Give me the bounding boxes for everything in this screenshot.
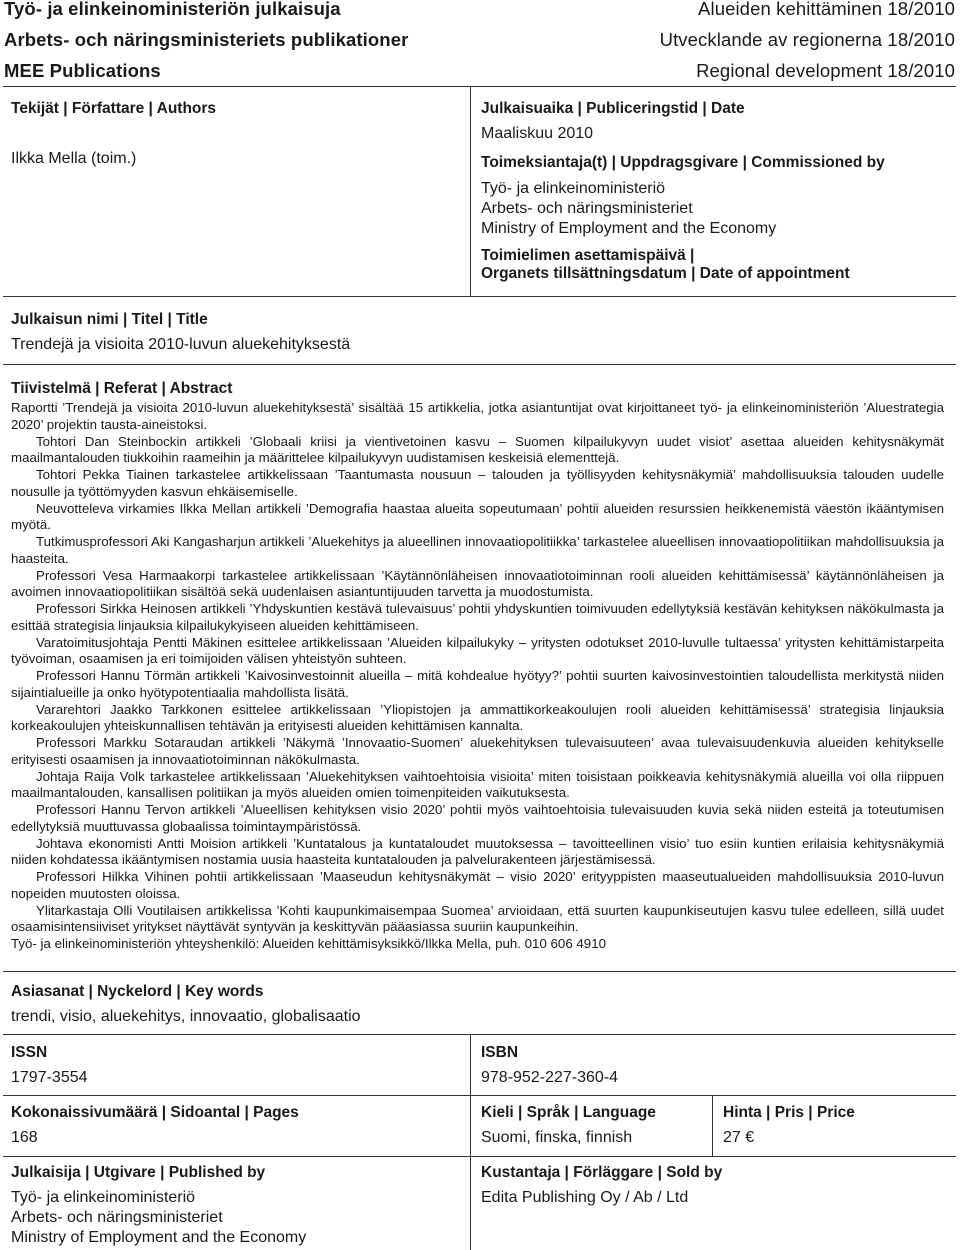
divider-pages	[3, 1095, 956, 1096]
authors-label: Tekijät | Författare | Authors	[11, 100, 217, 117]
date-value: Maaliskuu 2010	[481, 125, 594, 142]
pages-value: 168	[11, 1129, 38, 1146]
divider-title	[3, 296, 956, 297]
divider-vertical-pages	[470, 1096, 471, 1156]
language-value: Suomi, finska, finnish	[481, 1129, 633, 1146]
abstract-body	[11, 400, 944, 953]
abstract-contact: Työ- ja elinkeinoministeriön yhteyshenkilö: Alueiden kehittämisyksikkö/Ilkka Mella, puh. 010 606 4910	[11, 936, 606, 951]
seller-label: Kustantaja | Förläggare | Sold by	[481, 1164, 723, 1181]
date-label: Julkaisuaika | Publiceringstid | Date	[481, 100, 745, 117]
series-number-sv: Utvecklande av regionerna 18/2010	[659, 29, 955, 50]
divider-vertical-publisher	[470, 1157, 471, 1250]
authors-value: Ilkka Mella (toim.)	[11, 150, 137, 167]
series-number-en: Regional development 18/2010	[696, 60, 955, 81]
publisher-line: Ministry of Employment and the Economy	[11, 1229, 307, 1246]
keywords-value: trendi, visio, aluekehitys, innovaatio, globalisaatio	[11, 1008, 361, 1025]
series-title-fi: Työ- ja elinkeinoministeriön julkaisuja	[4, 0, 341, 19]
abstract-paragraph: Tohtori Dan Steinbockin artikkeli ’Globaali kriisi ja vientivetoinen kasvu – Suomen kilpailukyvyn uudet visiot’ asettaa alueiden kehitysnäkymät maailmantalouden tiukkoihin raameihin ja määrittelee kilpailukyvyn uudistamisen keskeisiä elementtejä.	[11, 433, 944, 466]
divider-publisher	[3, 1156, 956, 1157]
price-label: Hinta | Pris | Price	[723, 1104, 855, 1121]
publication-title: Trendejä ja visioita 2010-luvun aluekehityksestä	[11, 336, 351, 353]
pages-label: Kokonaissivumäärä | Sidoantal | Pages	[11, 1104, 299, 1121]
commissioned-line: Ministry of Employment and the Economy	[481, 220, 777, 237]
series-title-sv: Arbets- och näringsministeriets publikationer	[4, 29, 409, 50]
divider-header	[3, 86, 956, 87]
abstract-paragraph: Johtaja Raija Volk tarkastelee artikkelissaan ’Aluekehityksen vaihtoehtoisia visioita’ miten toisistaan poikkeavia kehitysnäkymiä alueilla voi olla riippuen maailmantalouden, kansallisen politiikan ja myös alueiden omien toimenpiteiden vaikutuksesta.	[11, 768, 944, 801]
abstract-paragraph: Professori Vesa Harmaakorpi tarkastelee artikkelissaan ’Käytännönläheisen innovaatiotoiminnan rooli alueiden kehittämisessä’ käytännönläheisen ja avoimen innovaatiopolitiikan sisältöä sekä uudenlaisen asiantuntijuuden tarvetta ja muodostumista.	[11, 567, 944, 600]
appointment-label-line2: Organets tillsättningsdatum | Date of appointment	[481, 265, 850, 282]
price-value: 27 €	[723, 1129, 755, 1146]
keywords-label: Asiasanat | Nyckelord | Key words	[11, 983, 264, 1000]
abstract-paragraph: Vararehtori Jaakko Tarkkonen esittelee artikkelissaan ’Yliopistojen ja ammattikorkeakoulujen rooli alueiden kehittämisessä’ strategisia linjauksia korkeakoulujen yhteiskunnallisen tehtävän ja erityisesti alueiden kehittämisen kannalta.	[11, 701, 944, 734]
divider-keywords	[3, 971, 956, 972]
issn-value: 1797-3554	[11, 1069, 88, 1086]
abstract-paragraph: Professori Hannu Törmän artikkeli ’Kaivosinvestoinnit alueilla – mitä kohdealue hyötyy?’ pohtii suurten kaivosinvestointien taloudellista merkitystä niiden sijaintialueille ja onko hyötypotentiaalia mahdollista lisätä.	[11, 668, 944, 700]
abstract-paragraph: Varatoimitusjohtaja Pentti Mäkinen esittelee artikkelissaan ’Alueiden kilpailukyky – yritysten odotukset 2010-luvulle tultaessa’ yritysten kehittämistarpeita työvoiman, osaamisen ja eri toimijoiden välisen yhteistyön suhteen.	[11, 634, 944, 667]
commissioned-line: Työ- ja elinkeinoministeriö	[481, 180, 666, 197]
divider-vertical-issn	[470, 1035, 471, 1095]
publisher-line: Arbets- och näringsministeriet	[11, 1209, 223, 1226]
abstract-paragraph: Tohtori Pekka Tiainen tarkastelee artikkelissaan ’Taantumasta nousuun – talouden ja työllisyyden kehitysnäkymiä’ mahdollisuuksia talouden uudelle nousulle ja työttömyyden kasvun ehkäisemiselle.	[11, 467, 944, 499]
abstract-paragraph: Ylitarkastaja Olli Voutilaisen artikkelissa ’Kohti kaupunkimaisempaa Suomea’ arvioidaan, että suurten kaupunkiseutujen kasvu tulee edelleen, sillä uudet osaamisintensiiviset yritykset näyttävät syntyvän ja keskittyvän pääasiassa suuriin kaupunkeihin.	[11, 902, 944, 935]
abstract-paragraph: Professori Markku Sotaraudan artikkeli ’Näkymä ’Innovaatio-Suomen’ aluekehityksen tulevaisuuteen’ avaa tulevaisuudenkuvia alueiden kehitykselle erityisesti osaamisen ja innovaatiotoiminnan näkökulmasta.	[11, 735, 944, 767]
abstract-paragraph: Johtava ekonomisti Antti Moision artikkeli ’Kuntatalous ja kuntataloudet muutoksessa – tavoitteellinen visio’ tuo esiin kuntien erilaisia kehitysnäkymiä niiden kohdatessa ikääntymisen nostamia uusia haasteita kuntatalouden ja palvelurakenteen järjestämisessä.	[11, 835, 944, 868]
divider-vertical-top	[470, 87, 471, 296]
divider-issn	[3, 1034, 956, 1035]
isbn-label: ISBN	[481, 1044, 519, 1061]
publisher-value	[11, 1188, 306, 1248]
series-title-en: MEE Publications	[4, 60, 161, 81]
seller-value: Edita Publishing Oy / Ab / Ltd	[481, 1189, 689, 1206]
publisher-label: Julkaisija | Utgivare | Published by	[11, 1164, 266, 1181]
abstract-paragraph: Professori Hannu Tervon artikkeli ’Alueellisen kehityksen visio 2020’ pohtii myös vaihtoehtoisia tulevaisuuden kuvia sekä niiden esteitä ja toteutumisen edellytyksiä muuttuvassa globaalissa toimintaympäristössä.	[11, 802, 944, 834]
divider-vertical-price	[712, 1096, 713, 1156]
commissioned-line: Arbets- och näringsministeriet	[481, 200, 693, 217]
isbn-value: 978-952-227-360-4	[481, 1069, 618, 1086]
commissioned-label: Toimeksiantaja(t) | Uppdragsgivare | Commissioned by	[481, 154, 885, 171]
abstract-label: Tiivistelmä | Referat | Abstract	[11, 380, 233, 397]
commissioned-value	[481, 179, 776, 239]
issn-label: ISSN	[11, 1044, 48, 1061]
title-label: Julkaisun nimi | Titel | Title	[11, 311, 208, 328]
appointment-label-line1: Toimielimen asettamispäivä |	[481, 247, 695, 264]
abstract-paragraph: Neuvotteleva virkamies Ilkka Mellan artikkeli ’Demografia haastaa alueita sopeutumaan’ pohtii alueiden resurssien heikkenemistä väestön ikääntymisen myötä.	[11, 500, 944, 533]
series-number-fi: Alueiden kehittäminen 18/2010	[698, 0, 955, 19]
abstract-paragraph: Professori Sirkka Heinosen artikkeli ’Yhdyskuntien kestävä tulevaisuus’ pohtii yhdyskuntien toimivuuden edellytyksiä kestävän kehityksen näkökulmasta ja esittää strategisia linjauksia kilpailukykyiseen alueiden kehittämiseen.	[11, 601, 944, 633]
divider-abstract	[3, 364, 956, 365]
abstract-paragraph: Raportti ’Trendejä ja visioita 2010-luvun aluekehityksestä’ sisältää 15 artikkelia, jotka asiantuntijat ovat kirjoittaneet työ- ja elinkeinoministeriön ’Aluestrategia 2020’ projektin tausta-aineistoksi.	[11, 400, 944, 432]
publisher-line: Työ- ja elinkeinoministeriö	[11, 1189, 196, 1206]
language-label: Kieli | Språk | Language	[481, 1104, 656, 1121]
abstract-paragraph: Professori Hilkka Vihinen pohtii artikkelissaan ’Maaseudun kehitysnäkymät – visio 2020’ erityyppisten maaseutualueiden mahdollisuuksia 2010-luvun nopeiden muutosten oloissa.	[11, 869, 944, 901]
abstract-paragraph: Tutkimusprofessori Aki Kangasharjun artikkeli ’Aluekehitys ja alueellinen innovaatiopolitiikka’ tarkastelee alueellisen innovaatiopolitiikan mahdollisuuksia ja haasteita.	[11, 534, 944, 566]
